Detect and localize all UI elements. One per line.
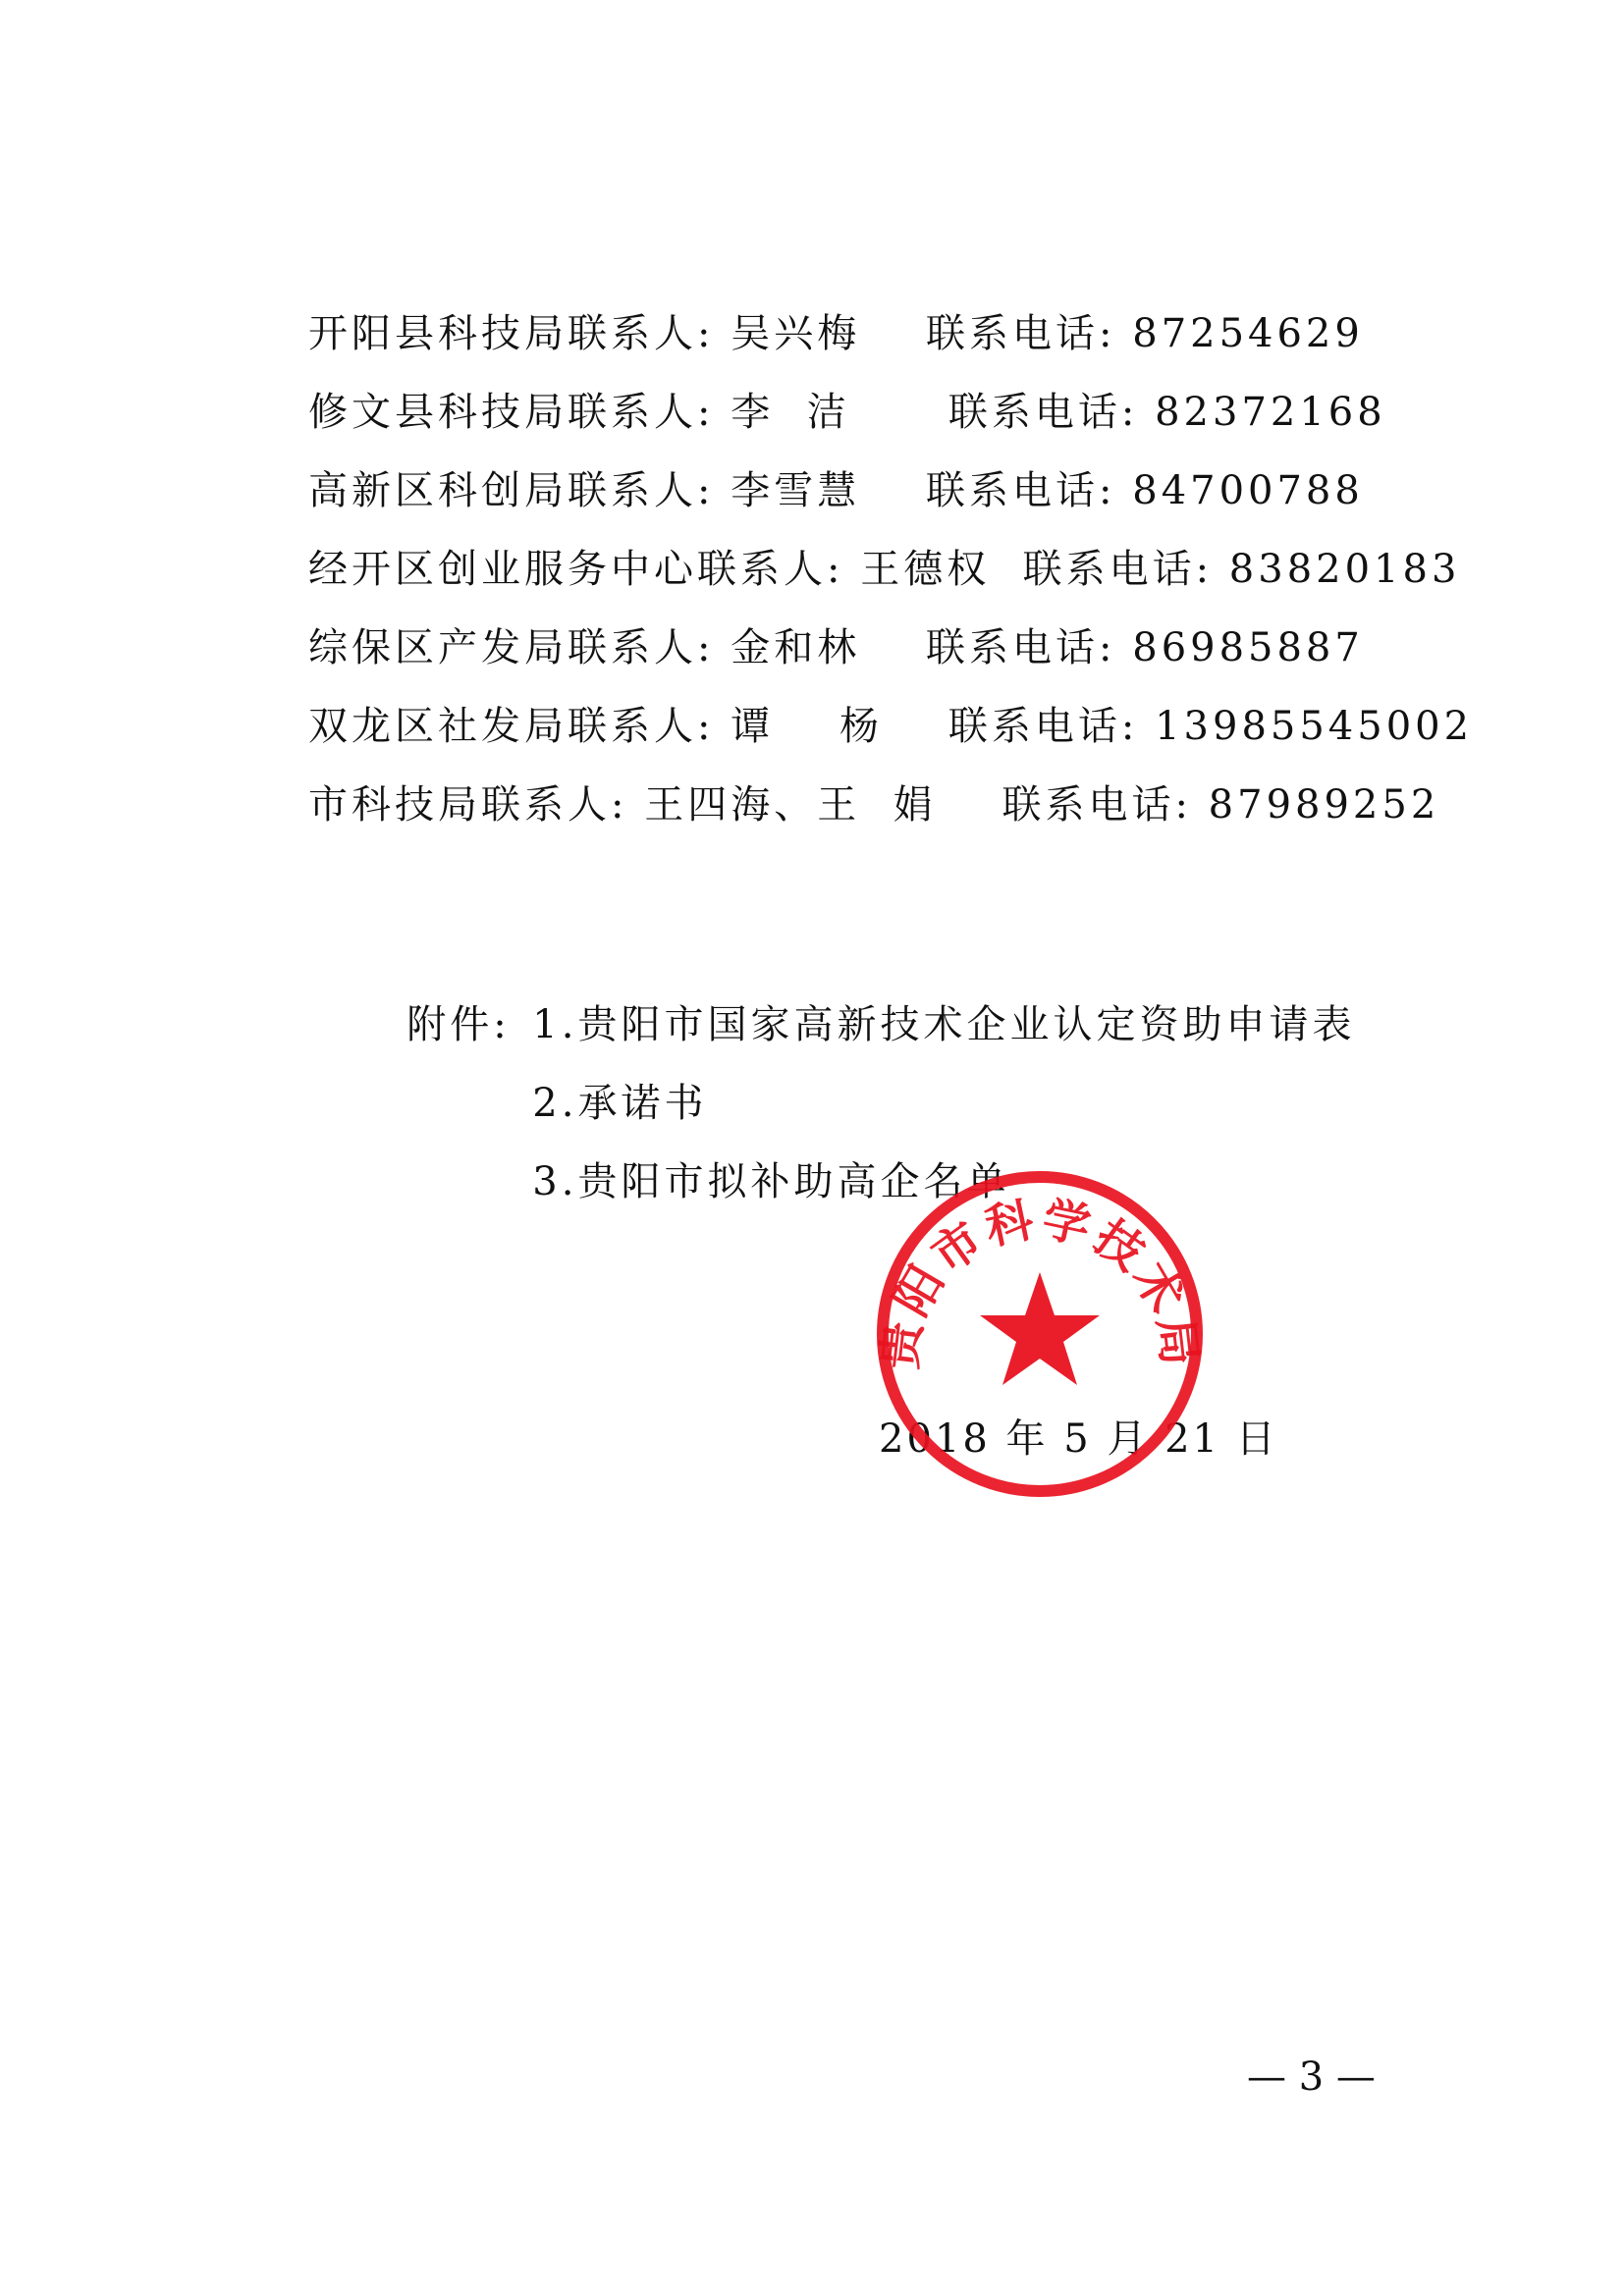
contact-line-xiuwen: 修文县科技局联系人: 李 洁 联系电话: 82372168 (308, 390, 1386, 435)
page-number: — 3 — (1247, 2055, 1376, 2100)
attachment-item: 3.贵阳市拟补助高企名单 (532, 1159, 1010, 1204)
contact-line-city-bureau: 市科技局联系人: 王四海、王 娟 联系电话: 87989252 (308, 782, 1440, 828)
contact-list (308, 306, 1474, 856)
contact-line-kaiyang: 开阳县科技局联系人: 吴兴梅 联系电话: 87254629 (308, 311, 1364, 356)
attachment-item: 2.承诺书 (532, 1081, 708, 1126)
official-seal (872, 1166, 1208, 1502)
issue-date: 2018 年 5 月 21 日 (879, 1416, 1278, 1462)
contact-line-shuanglong: 双龙区社发局联系人: 谭 杨 联系电话: 13985545002 (308, 704, 1474, 749)
contact-line-jingkai: 经开区创业服务中心联系人: 王德权 联系电话: 83820183 (308, 547, 1461, 592)
attachment-label: 附件: (406, 1002, 511, 1047)
attachment-list (308, 942, 1437, 1204)
contact-line-gaoxin: 高新区科创局联系人: 李雪慧 联系电话: 84700788 (308, 468, 1364, 513)
contact-line-zongbao: 综保区产发局联系人: 金和林 联系电话: 86985887 (308, 625, 1364, 670)
seal-star-icon (980, 1272, 1100, 1385)
attachment-item: 1.贵阳市国家高新技术企业认定资助申请表 (532, 1002, 1356, 1047)
seal-text: 贵阳市科学技术局 (872, 1191, 1208, 1372)
attachment-row-1 (308, 942, 1437, 1047)
